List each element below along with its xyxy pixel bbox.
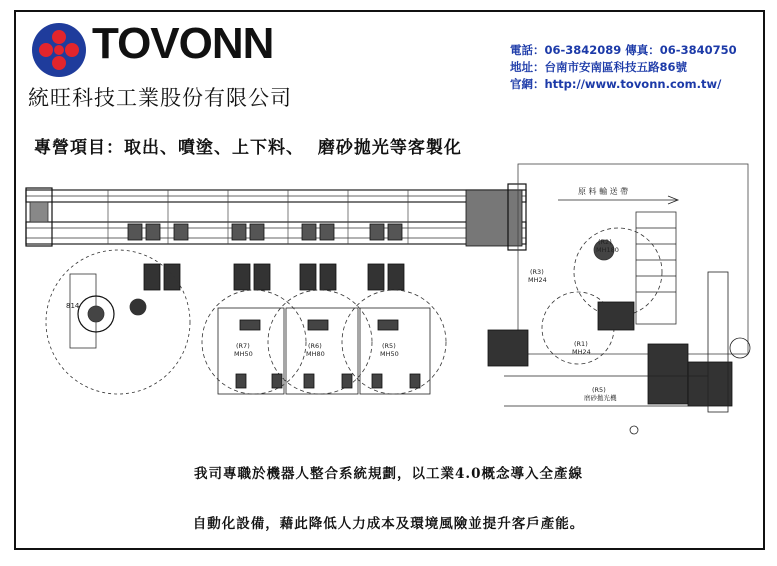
label-r7: (R7): [236, 342, 250, 350]
label-r2-model: MH180: [596, 246, 619, 254]
contact-phone-fax: 電話：06-3842089 傳真：06-3840750: [510, 43, 737, 57]
factory-layout-drawing: [18, 162, 758, 444]
company-name: 統旺科技工業股份有限公司: [28, 86, 292, 110]
contact-website[interactable]: 官網：http://www.tovonn.com.tw/: [510, 77, 722, 91]
label-r5-model: MH50: [380, 350, 399, 358]
brand-wordmark: TOVONN: [92, 19, 274, 68]
side-label: 814: [66, 302, 80, 310]
label-r5: (R5): [382, 342, 396, 350]
label-bottom: (R5): [592, 386, 606, 394]
label-r3: (R3): [530, 268, 544, 276]
label-r2: (R2): [598, 238, 612, 246]
label-r7-model: MH50: [234, 350, 253, 358]
mission-line-2: 自動化設備，藉此降低人力成本及環境風險並提升客戶產能。: [192, 516, 585, 532]
label-r1: (R1): [574, 340, 588, 348]
contact-address: 地址：台南市安南區科技五路86號: [510, 60, 688, 74]
label-r1-model: MH24: [572, 348, 591, 356]
label-r6-model: MH80: [306, 350, 325, 358]
services-line: 專營項目：取出、噴塗、上下料、 磨砂拋光等客製化: [34, 138, 462, 158]
contact-block: [510, 42, 755, 93]
label-r6: (R6): [308, 342, 322, 350]
mission-line-1: 我司專職於機器人整合系統規劃，以工業4.0概念導入全產線: [194, 466, 583, 482]
label-r3-model: MH24: [528, 276, 547, 284]
label-bottom-2: 磨砂拋光機: [584, 394, 617, 402]
conveyor-label: 原 料 輸 送 帶: [578, 187, 629, 196]
logo-mark-icon: [28, 22, 90, 78]
